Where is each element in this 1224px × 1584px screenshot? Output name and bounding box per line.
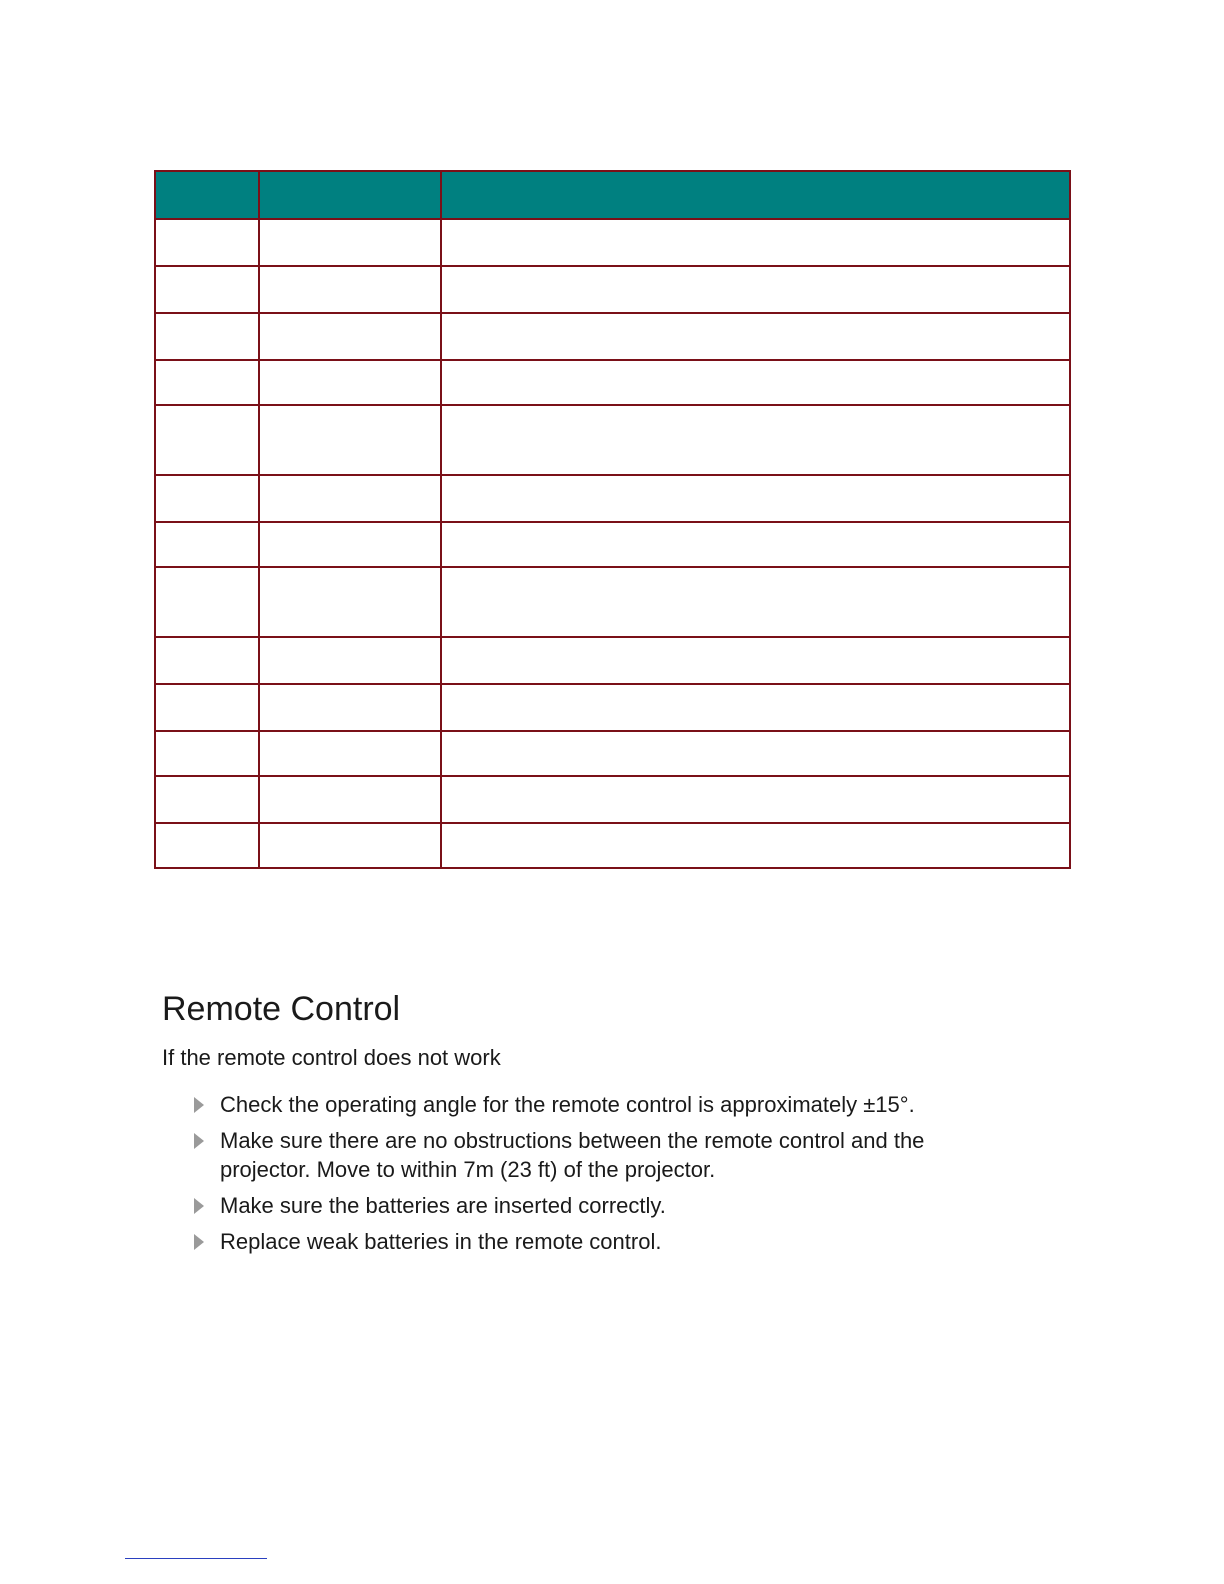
table-cell [259,266,441,313]
table-cell [441,776,1070,823]
table-cell [155,684,259,731]
table-cell [441,823,1070,868]
triangle-right-icon [194,1234,204,1250]
header-cell [259,171,441,219]
table-cell [441,637,1070,684]
table-cell [155,360,259,405]
table-cell [259,405,441,475]
table-cell [155,776,259,823]
table-row [155,266,1070,313]
table-row [155,637,1070,684]
table-row [155,405,1070,475]
table-cell [259,637,441,684]
triangle-right-icon [194,1133,204,1149]
triangle-right-icon [194,1198,204,1214]
table-row [155,522,1070,567]
table-row [155,731,1070,776]
list-item [190,1227,950,1256]
table-row [155,475,1070,522]
table-row [155,313,1070,360]
table-cell [441,731,1070,776]
table-cell [259,684,441,731]
table-cell [155,567,259,637]
table-cell [441,266,1070,313]
status-table [154,170,1071,869]
list-item [190,1191,950,1220]
table-cell [259,823,441,868]
table-cell [155,522,259,567]
footer-rule [125,1558,267,1559]
table-cell [155,219,259,266]
triangle-right-icon [194,1097,204,1113]
table-row [155,219,1070,266]
section-intro: If the remote control does not work [162,1045,501,1070]
table-cell [259,567,441,637]
table-cell [259,475,441,522]
table-cell [441,360,1070,405]
list-item-text: Make sure there are no obstructions between the remote control and the projector. Move to within 7m (23 ft) of the projector. [220,1128,925,1182]
table-cell [441,522,1070,567]
table-cell [155,266,259,313]
troubleshooting-list [190,1090,950,1263]
list-item-text: Check the operating angle for the remote control is approximately ±15°. [220,1092,915,1117]
header-cell [155,171,259,219]
table-row [155,360,1070,405]
table-cell [259,313,441,360]
table-row [155,567,1070,637]
table-cell [259,731,441,776]
table-cell [441,567,1070,637]
list-item [190,1090,950,1119]
table-header-row [155,171,1070,219]
table-cell [259,360,441,405]
header-cell [441,171,1070,219]
table-cell [441,313,1070,360]
table-cell [259,219,441,266]
table-cell [441,475,1070,522]
table-row [155,684,1070,731]
table-cell [155,405,259,475]
table-cell [259,776,441,823]
table-cell [441,219,1070,266]
table-row [155,823,1070,868]
table-cell [441,405,1070,475]
list-item-text: Replace weak batteries in the remote control. [220,1229,662,1254]
table-cell [259,522,441,567]
table-cell [155,475,259,522]
section-title: Remote Control [162,990,401,1028]
table-cell [155,823,259,868]
table-row [155,776,1070,823]
table-cell [155,637,259,684]
table-cell [155,731,259,776]
list-item-text: Make sure the batteries are inserted correctly. [220,1193,666,1218]
table-cell [441,684,1070,731]
list-item [190,1126,950,1184]
table-cell [155,313,259,360]
